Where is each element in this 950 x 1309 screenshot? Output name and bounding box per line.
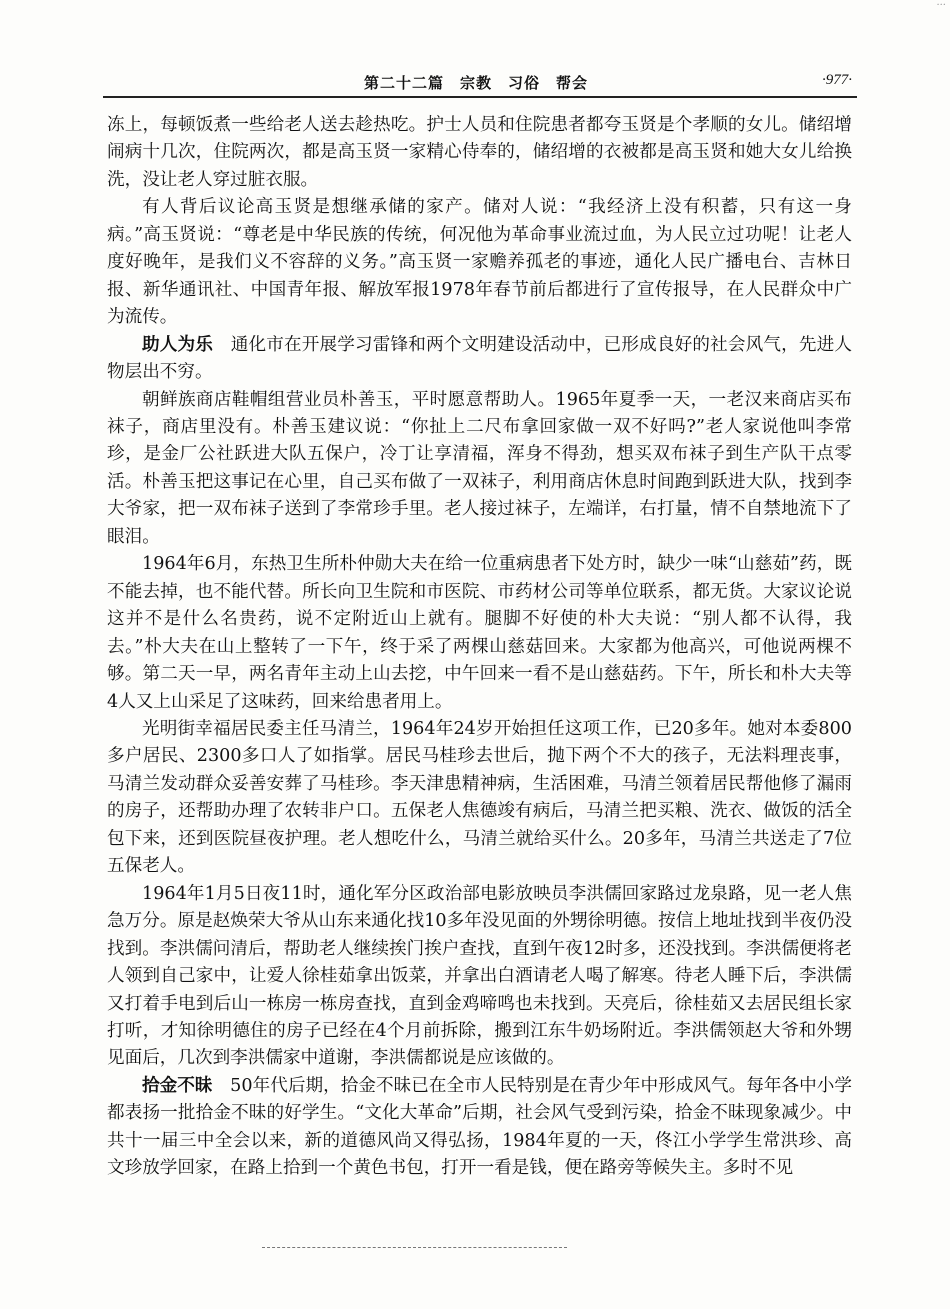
paragraph-text: 有人背后议论高玉贤是想继承储的家产。储对人说：“我经济上没有积蓄，只有这一身病。”高玉贤说：“尊老是中华民族的传统，何况他为革命事业流过血，为人民立过功呢！让老人度好晚年，是我们义不容辞的义务。”高玉贤一家赡养孤老的事迹，通化人民广播电台、吉林日报、新华通讯社、中国青年报、解放军报1978年春节前后都进行了宣传报导，在人民群众中广为流传。 [107,197,852,328]
paragraph [107,551,852,716]
paragraph [107,716,852,881]
body-text [107,112,852,1183]
paragraph [107,194,852,331]
header-rule [103,96,857,98]
paragraph-text: 1964年1月5日夜11时，通化军分区政治部电影放映员李洪儒回家路过龙泉路，见一老人焦急万分。原是赵焕荣大爷从山东来通化找10多年没见面的外甥徐明德。按信上地址找到半夜仍没找到。李洪儒问清后，帮助老人继续挨门挨户查找，直到午夜12时多，还没找到。李洪儒便将老人领到自己家中，让爱人徐桂茹拿出饭菜，并拿出白酒请老人喝了解寒。待老人睡下后，李洪儒又打着手电到后山一栋房一栋房查找，直到金鸡啼鸣也未找到。天亮后，徐桂茹又去居民组长家打听，才知徐明德住的房子已经在4个月前拆除，搬到江东牛奶场附近。李洪儒领赵大爷和外甥见面后，几次到李洪儒家中道谢，李洪儒都说是应该做的。 [107,883,852,1069]
paragraph [107,112,852,194]
chapter-title: 第二十二篇 宗教 习俗 帮会 [364,74,589,92]
paragraph-text: 光明街幸福居民委主任马清兰，1964年24岁开始担任这项工作，已20多年。她对本委800多户居民、2300多口人了如指掌。居民马桂珍去世后，抛下两个不大的孩子，无法料理丧事，马清兰发动群众妥善安葬了马桂珍。李天津患精神病，生活困难，马清兰领着居民帮他修了漏雨的房子，还帮助办理了农转非户口。五保老人焦德竣有病后，马清兰把买粮、洗衣、做饭的活全包下来，还到医院昼夜护理。老人想吃什么，马清兰就给买什么。20多年，马清兰共送走了7位五保老人。 [107,718,852,877]
footer-rule [262,1247,567,1248]
corner-mark: ··· [936,0,946,11]
paragraph [107,387,852,552]
paragraph-text: 通化市在开展学习雷锋和两个文明建设活动中，已形成良好的社会风气，先进人物层出不穷。 [107,334,852,383]
paragraph [107,881,852,1073]
paragraph-text: 50年代后期，拾金不昧已在全市人民特别是在青少年中形成风气。每年各中小学都表扬一批拾金不昧的好学生。“文化大革命”后期，社会风气受到污染，拾金不昧现象减少。中共十一届三中全会以来，新的道德风尚又得弘扬，1984年夏的一天，佟江小学学生常洪珍、高文珍放学回家，在路上拾到一个黄色书包，打开一看是钱，便在路旁等候失主。多时不见 [107,1075,852,1179]
section-heading: 拾金不昧 [142,1075,213,1096]
running-header [106,70,858,98]
paragraph-text: 朝鲜族商店鞋帽组营业员朴善玉，平时愿意帮助人。1965年夏季一天，一老汉来商店买布袜子，商店里没有。朴善玉建议说：“你扯上二尺布拿回家做一双不好吗?”老人家说他叫李常珍，是金厂公社跃进大队五保户，冷丁让享清福，浑身不得劲，想买双布袜子到生产队干点零活。朴善玉把这事记在心里，自己买布做了一双袜子，利用商店休息时间跑到跃进大队，找到李大爷家，把一双布袜子送到了李常珍手里。老人接过袜子，左端详，右打量，情不自禁地流下了眼泪。 [107,389,852,547]
paragraph-text: 冻上，每顿饭煮一些给老人送去趁热吃。护士人员和住院患者都夸玉贤是个孝顺的女儿。储绍增闹病十几次，住院两次，都是高玉贤一家精心侍奉的，储绍增的衣被都是高玉贤和她大女儿给换洗，没让老人穿过脏衣服。 [107,115,852,190]
section-heading: 助人为乐 [142,334,214,355]
paragraph-text: 1964年6月，东热卫生所朴仲勋大夫在给一位重病患者下处方时，缺少一味“山慈茹”药，既不能去掉，也不能代替。所长向卫生院和市医院、市药材公司等单位联系，都无货。大家议论说这并不是什么名贵药，说不定附近山上就有。腿脚不好使的朴大夫说：“别人都不认得，我去。”朴大夫在山上整转了一下午，终于采了两棵山慈菇回来。大家都为他高兴，可他说两棵不够。第二天一早，两名青年主动上山去挖，中午回来一看不是山慈菇药。下午，所长和朴大夫等4人又上山采足了这味药，回来给患者用上。 [107,554,852,712]
page-number: ·977· [822,72,852,88]
section-paragraph [107,332,852,387]
section-paragraph [107,1073,852,1183]
